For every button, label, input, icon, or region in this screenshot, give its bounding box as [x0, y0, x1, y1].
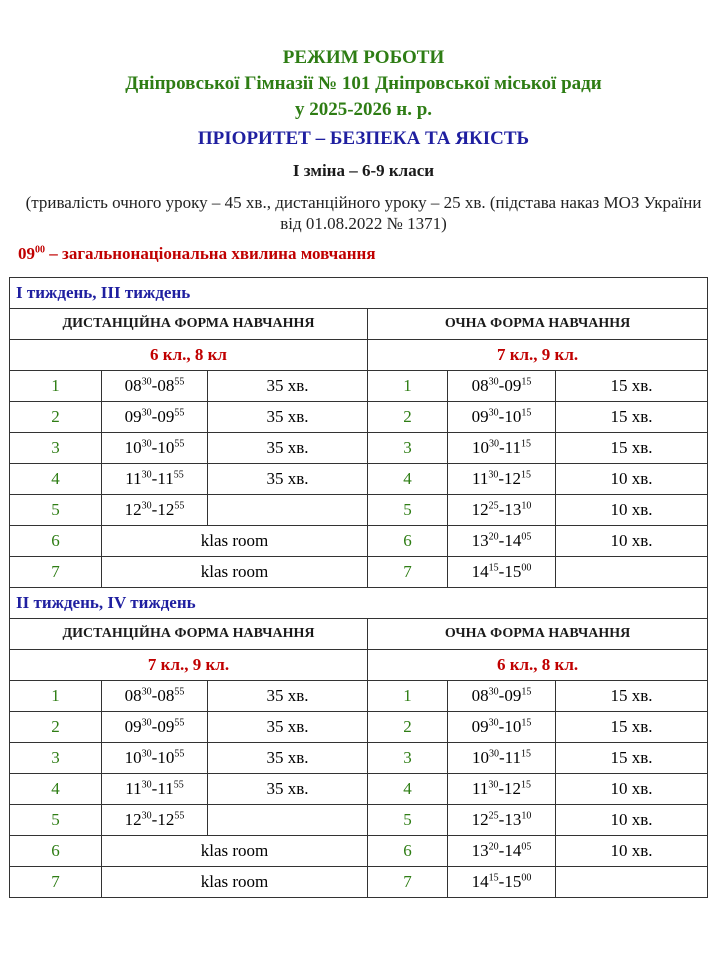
inperson-lesson-number: 6	[368, 836, 448, 867]
inperson-lesson-number: 4	[368, 774, 448, 805]
distance-lesson-number: 1	[10, 681, 102, 712]
distance-break: 35 хв.	[208, 712, 368, 743]
time-h2: 10	[157, 748, 175, 767]
inperson-break: 10 хв.	[556, 836, 708, 867]
distance-classroom: klas room	[102, 557, 368, 588]
lesson-row	[10, 464, 708, 495]
distance-break: 35 хв.	[208, 774, 368, 805]
inperson-break	[556, 867, 708, 898]
time-m1: 30	[488, 376, 499, 388]
inperson-lesson-number: 7	[368, 557, 448, 588]
inperson-lesson-number: 5	[368, 805, 448, 836]
time-h1: 11	[471, 469, 489, 488]
lesson-row	[10, 743, 708, 774]
inperson-break: 10 хв.	[556, 526, 708, 557]
lesson-row	[10, 526, 708, 557]
time-h1: 13	[471, 531, 489, 550]
time-m1: 15	[488, 872, 499, 884]
inperson-break: 10 хв.	[556, 805, 708, 836]
inperson-lesson-time: $09^{30}-10^{15}$	[448, 712, 556, 743]
time-m1: 30	[488, 407, 499, 419]
inperson-break: 15 хв.	[556, 433, 708, 464]
inperson-lesson-time: $14^{15}-15^{00}$	[448, 867, 556, 898]
time-h2: 13	[504, 500, 522, 519]
lesson-row	[10, 433, 708, 464]
inperson-lesson-time: $08^{30}-09^{15}$	[448, 371, 556, 402]
distance-lesson-number: 7	[10, 867, 102, 898]
time-h2: 15	[504, 872, 522, 891]
time-m2: 15	[521, 438, 532, 450]
time-h1: 14	[471, 872, 489, 891]
lesson-row	[10, 681, 708, 712]
distance-lesson-time: $12^{30}-12^{55}$	[102, 805, 208, 836]
inperson-lesson-time: $09^{30}-10^{15}$	[448, 402, 556, 433]
distance-break: 35 хв.	[208, 464, 368, 495]
time-m1: 15	[488, 562, 499, 574]
inperson-break: 10 хв.	[556, 495, 708, 526]
distance-break: 35 хв.	[208, 433, 368, 464]
time-h1: 12	[471, 500, 489, 519]
time-m2: 55	[174, 748, 185, 760]
inperson-lesson-time: $10^{30}-11^{15}$	[448, 743, 556, 774]
distance-lesson-number: 4	[10, 774, 102, 805]
time-m1: 30	[141, 748, 152, 760]
time-h2: 11	[504, 438, 522, 457]
time-m2: 55	[174, 500, 185, 512]
lesson-row	[10, 371, 708, 402]
inperson-form-label: ОЧНА ФОРМА НАВЧАННЯ	[368, 619, 708, 650]
inperson-lesson-time: $14^{15}-15^{00}$	[448, 557, 556, 588]
inperson-classes: 6 кл., 8 кл.	[368, 650, 708, 681]
time-m1: 30	[488, 717, 499, 729]
distance-classroom: klas room	[102, 526, 368, 557]
distance-break	[208, 805, 368, 836]
inperson-lesson-number: 1	[368, 371, 448, 402]
time-h1: 12	[124, 810, 142, 829]
time-m2: 15	[521, 469, 532, 481]
time-m2: 55	[174, 407, 185, 419]
time-h1: 12	[124, 500, 142, 519]
inperson-lesson-time: $10^{30}-11^{15}$	[448, 433, 556, 464]
time-m2: 55	[174, 717, 185, 729]
distance-classes: 7 кл., 9 кл.	[10, 650, 368, 681]
time-h1: 08	[471, 376, 489, 395]
inperson-lesson-number: 5	[368, 495, 448, 526]
time-m1: 20	[488, 531, 499, 543]
time-m2: 15	[521, 376, 532, 388]
time-h1: 10	[471, 748, 489, 767]
week-title-row	[10, 278, 708, 309]
distance-form-label: ДИСТАНЦІЙНА ФОРМА НАВЧАННЯ	[10, 309, 368, 340]
inperson-lesson-time: $11^{30}-12^{15}$	[448, 774, 556, 805]
distance-lesson-time: $11^{30}-11^{55}$	[102, 464, 208, 495]
time-m2: 15	[521, 779, 532, 791]
distance-form-label: ДИСТАНЦІЙНА ФОРМА НАВЧАННЯ	[10, 619, 368, 650]
time-m2: 00	[521, 562, 532, 574]
inperson-break: 15 хв.	[556, 402, 708, 433]
distance-lesson-number: 6	[10, 836, 102, 867]
time-h2: 11	[157, 779, 174, 798]
time-h1: 08	[471, 686, 489, 705]
time-h1: 09	[124, 407, 142, 426]
distance-lesson-number: 5	[10, 495, 102, 526]
lesson-row	[10, 495, 708, 526]
minute-hour: 09	[18, 244, 35, 263]
time-m2: 55	[174, 810, 185, 822]
time-h2: 10	[157, 438, 175, 457]
time-m2: 15	[521, 748, 532, 760]
time-h2: 09	[157, 407, 175, 426]
shift-heading: І зміна – 6-9 класи	[292, 161, 435, 180]
week-title: І тиждень, ІІІ тиждень	[10, 278, 708, 309]
time-h2: 12	[157, 500, 175, 519]
time-m1: 30	[488, 469, 499, 481]
classes-row	[10, 650, 708, 681]
time-h2: 13	[504, 810, 522, 829]
distance-break: 35 хв.	[208, 681, 368, 712]
lesson-row	[10, 774, 708, 805]
title-regime: РЕЖИМ РОБОТИ	[282, 47, 445, 68]
distance-lesson-number: 2	[10, 402, 102, 433]
time-m1: 30	[141, 376, 152, 388]
inperson-lesson-time: $08^{30}-09^{15}$	[448, 681, 556, 712]
time-m1: 30	[141, 407, 152, 419]
distance-lesson-number: 3	[10, 743, 102, 774]
time-m1: 30	[488, 748, 499, 760]
distance-lesson-time: $08^{30}-08^{55}$	[102, 371, 208, 402]
lesson-row	[10, 836, 708, 867]
time-h2: 15	[504, 562, 522, 581]
distance-lesson-time: $08^{30}-08^{55}$	[102, 681, 208, 712]
distance-classes: 6 кл., 8 кл	[10, 340, 368, 371]
time-h1: 09	[471, 717, 489, 736]
title-school: Дніпровської Гімназії № 101 Дніпровської міської ради	[125, 73, 602, 94]
inperson-break: 10 хв.	[556, 774, 708, 805]
distance-classroom: klas room	[102, 836, 368, 867]
time-m2: 55	[173, 469, 184, 481]
time-m1: 30	[141, 779, 152, 791]
distance-lesson-number: 3	[10, 433, 102, 464]
time-m2: 55	[174, 438, 185, 450]
time-m2: 10	[521, 500, 532, 512]
inperson-lesson-number: 1	[368, 681, 448, 712]
time-h1: 11	[125, 779, 142, 798]
time-m2: 05	[521, 841, 532, 853]
distance-lesson-time: $09^{30}-09^{55}$	[102, 712, 208, 743]
priority-heading: ПРІОРИТЕТ – БЕЗПЕКА ТА ЯКІСТЬ	[197, 128, 530, 149]
inperson-break: 15 хв.	[556, 712, 708, 743]
time-m1: 30	[488, 438, 499, 450]
time-h2: 14	[504, 531, 522, 550]
distance-lesson-number: 1	[10, 371, 102, 402]
inperson-form-label: ОЧНА ФОРМА НАВЧАННЯ	[368, 309, 708, 340]
inperson-lesson-time: $13^{20}-14^{05}$	[448, 836, 556, 867]
inperson-break	[556, 557, 708, 588]
time-m2: 15	[521, 686, 532, 698]
time-h1: 08	[124, 686, 142, 705]
distance-lesson-time: $12^{30}-12^{55}$	[102, 495, 208, 526]
inperson-break: 15 хв.	[556, 681, 708, 712]
week-title-row	[10, 588, 708, 619]
inperson-lesson-number: 3	[368, 433, 448, 464]
time-h2: 10	[504, 717, 522, 736]
time-m1: 20	[488, 841, 499, 853]
time-h1: 10	[124, 748, 142, 767]
distance-lesson-number: 6	[10, 526, 102, 557]
time-m2: 55	[174, 376, 185, 388]
time-m2: 55	[173, 779, 184, 791]
distance-lesson-time: $10^{30}-10^{55}$	[102, 743, 208, 774]
time-m2: 05	[521, 531, 532, 543]
inperson-lesson-number: 4	[368, 464, 448, 495]
lesson-row	[10, 557, 708, 588]
lesson-row	[10, 805, 708, 836]
time-h2: 14	[504, 841, 522, 860]
minute-of-silence	[18, 244, 376, 264]
inperson-lesson-number: 6	[368, 526, 448, 557]
duration-note: (тривалість очного уроку – 45 хв., дистанційного уроку – 25 хв. (підстава наказ МОЗ України від 01.08.2022 № 1371)	[25, 193, 702, 233]
time-h1: 14	[471, 562, 489, 581]
inperson-lesson-number: 2	[368, 402, 448, 433]
time-m2: 00	[521, 872, 532, 884]
time-m1: 30	[141, 810, 152, 822]
inperson-lesson-number: 3	[368, 743, 448, 774]
time-m1: 30	[141, 686, 152, 698]
time-m2: 10	[521, 810, 532, 822]
distance-break	[208, 495, 368, 526]
minute-sup: 00	[35, 244, 45, 256]
lesson-row	[10, 402, 708, 433]
time-m2: 15	[521, 717, 532, 729]
distance-break: 35 хв.	[208, 402, 368, 433]
inperson-lesson-number: 7	[368, 867, 448, 898]
lesson-row	[10, 867, 708, 898]
inperson-break: 15 хв.	[556, 371, 708, 402]
time-h1: 12	[471, 810, 489, 829]
time-m2: 55	[174, 686, 185, 698]
classes-row	[10, 340, 708, 371]
time-h1: 09	[124, 717, 142, 736]
lesson-row	[10, 712, 708, 743]
inperson-break: 10 хв.	[556, 464, 708, 495]
time-m1: 25	[488, 810, 499, 822]
distance-lesson-number: 7	[10, 557, 102, 588]
distance-break: 35 хв.	[208, 743, 368, 774]
time-h2: 10	[504, 407, 522, 426]
time-m1: 30	[141, 438, 152, 450]
time-m1: 30	[488, 779, 499, 791]
distance-lesson-time: $11^{30}-11^{55}$	[102, 774, 208, 805]
time-h2: 09	[504, 686, 522, 705]
schedule-table	[9, 277, 708, 898]
distance-lesson-number: 4	[10, 464, 102, 495]
inperson-lesson-time: $12^{25}-13^{10}$	[448, 495, 556, 526]
time-h1: 10	[124, 438, 142, 457]
inperson-lesson-time: $12^{25}-13^{10}$	[448, 805, 556, 836]
time-m2: 15	[521, 407, 532, 419]
time-h2: 11	[504, 748, 522, 767]
distance-break: 35 хв.	[208, 371, 368, 402]
time-h1: 08	[124, 376, 142, 395]
inperson-classes: 7 кл., 9 кл.	[368, 340, 708, 371]
time-h1: 13	[471, 841, 489, 860]
time-h1: 11	[125, 469, 142, 488]
inperson-lesson-time: $11^{30}-12^{15}$	[448, 464, 556, 495]
time-h2: 12	[504, 779, 522, 798]
schedule-body	[10, 278, 708, 898]
time-h2: 09	[504, 376, 522, 395]
time-m1: 30	[141, 500, 152, 512]
form-header-row	[10, 619, 708, 650]
distance-lesson-time: $09^{30}-09^{55}$	[102, 402, 208, 433]
time-m1: 25	[488, 500, 499, 512]
distance-lesson-number: 2	[10, 712, 102, 743]
time-h2: 12	[157, 810, 175, 829]
form-header-row	[10, 309, 708, 340]
time-h2: 11	[157, 469, 174, 488]
time-h2: 12	[504, 469, 522, 488]
minute-text: – загальнонаціональна хвилина мовчання	[45, 244, 376, 263]
inperson-lesson-time: $13^{20}-14^{05}$	[448, 526, 556, 557]
time-m1: 30	[141, 469, 152, 481]
title-year: у 2025-2026 н. р.	[294, 99, 433, 120]
distance-lesson-time: $10^{30}-10^{55}$	[102, 433, 208, 464]
week-title: ІІ тиждень, IV тиждень	[10, 588, 708, 619]
time-h2: 09	[157, 717, 175, 736]
time-m1: 30	[488, 686, 499, 698]
distance-lesson-number: 5	[10, 805, 102, 836]
time-h2: 08	[157, 376, 175, 395]
time-h1: 09	[471, 407, 489, 426]
distance-classroom: klas room	[102, 867, 368, 898]
time-h1: 10	[471, 438, 489, 457]
time-m1: 30	[141, 717, 152, 729]
inperson-lesson-number: 2	[368, 712, 448, 743]
time-h1: 11	[471, 779, 489, 798]
time-h2: 08	[157, 686, 175, 705]
inperson-break: 15 хв.	[556, 743, 708, 774]
